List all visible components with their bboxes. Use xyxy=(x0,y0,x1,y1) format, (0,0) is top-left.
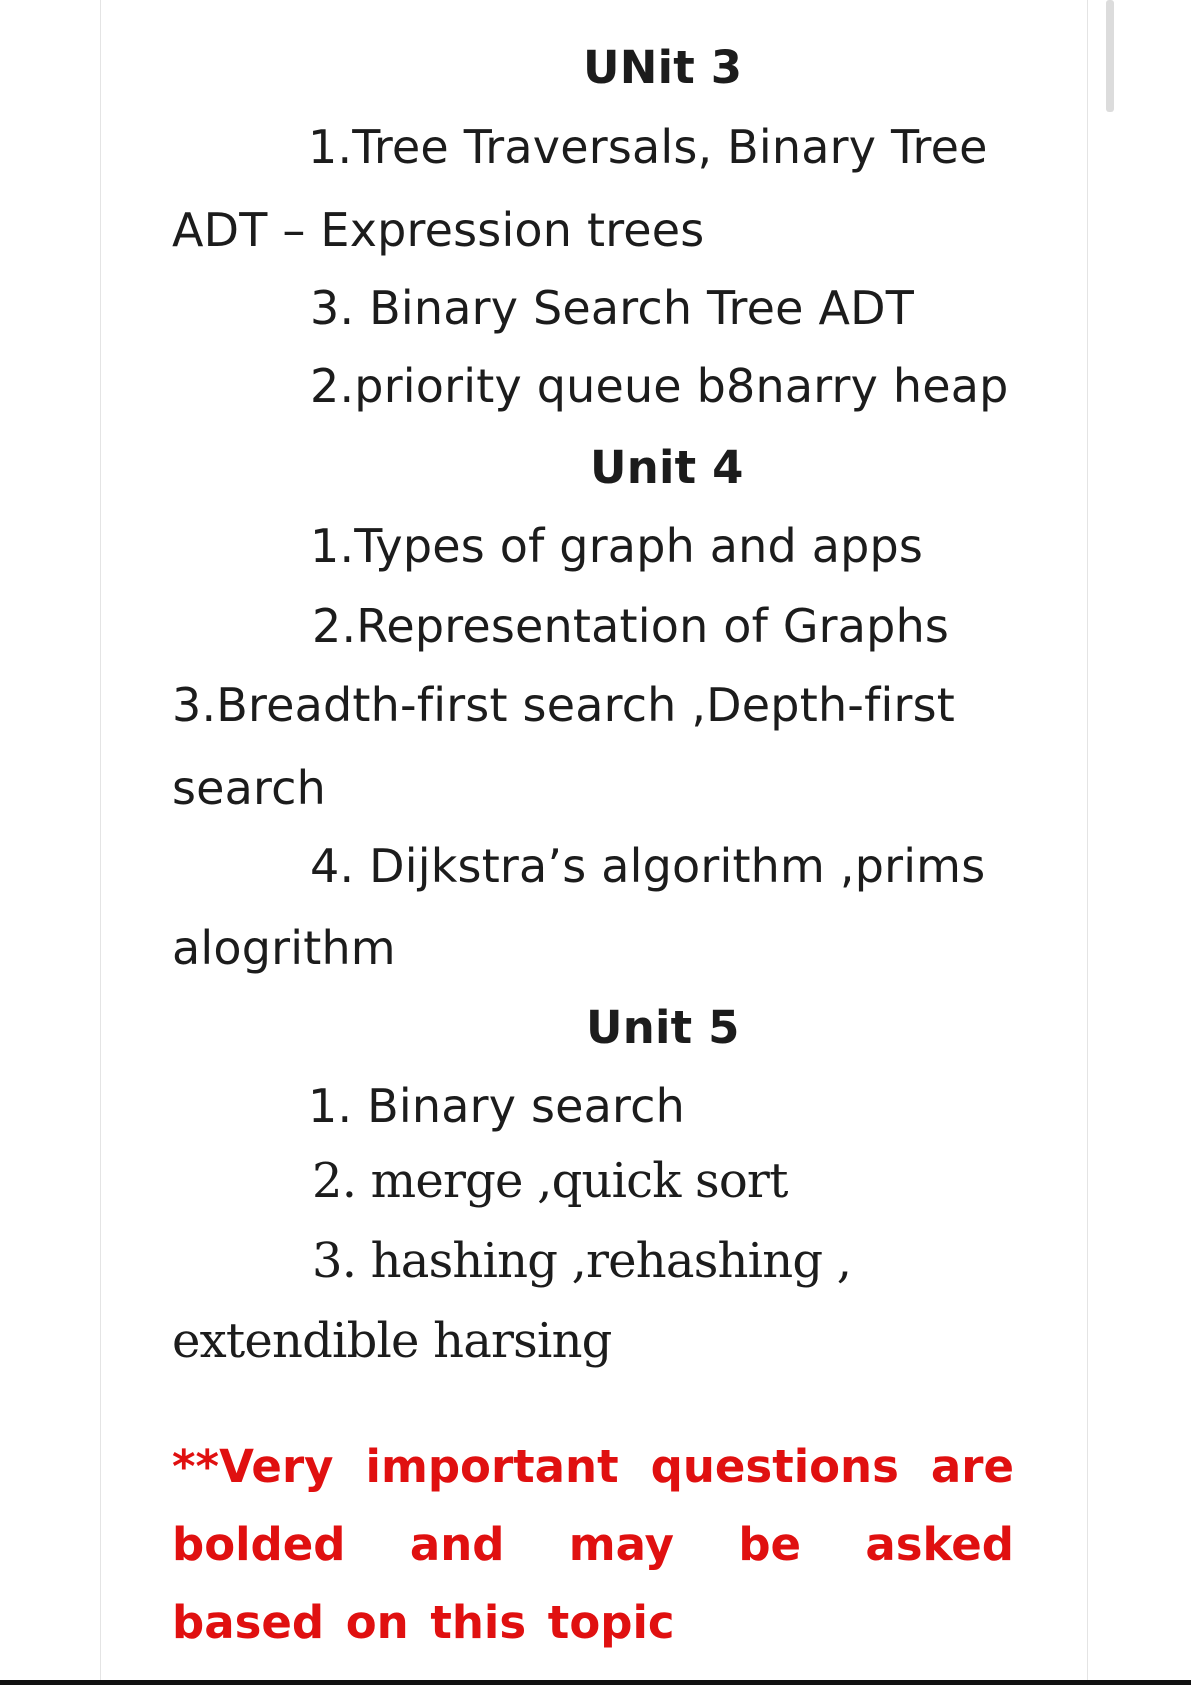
unit-3-item-1: 1.Tree Traversals, Binary Tree xyxy=(308,120,988,174)
unit-5-item-2: 2. merge ,quick sort xyxy=(312,1153,788,1209)
unit-3-item-2: 2.priority queue b8narry heap xyxy=(310,359,1009,413)
unit-4-item-3-cont: search xyxy=(172,761,327,815)
unit-4-heading: Unit 4 xyxy=(590,441,744,494)
important-note: **Very important questions are bolded and may be asked based on this topic xyxy=(172,1440,1014,1649)
unit-5-item-3: 3. hashing ,rehashing , xyxy=(312,1233,852,1289)
bottom-edge-bar xyxy=(0,1680,1191,1685)
unit-3-item-3: 3. Binary Search Tree ADT xyxy=(310,281,915,335)
unit-4-item-4-cont: alogrithm xyxy=(172,921,396,975)
unit-3-heading: UNit 3 xyxy=(583,41,743,94)
unit-4-item-3: 3.Breadth-first search ,Depth-first xyxy=(172,678,955,732)
unit-5-heading: Unit 5 xyxy=(586,1001,740,1054)
unit-5-item-1: 1. Binary search xyxy=(308,1079,685,1133)
unit-4-item-4: 4. Dijkstra’s algorithm ,prims xyxy=(310,839,986,893)
scrollbar-thumb[interactable] xyxy=(1106,0,1114,112)
unit-5-item-3-cont: extendible harsing xyxy=(172,1313,612,1369)
unit-3-item-1-cont: ADT – Expression trees xyxy=(172,203,705,257)
unit-4-item-1: 1.Types of graph and apps xyxy=(310,519,924,573)
unit-4-item-2: 2.Representation of Graphs xyxy=(312,599,950,653)
